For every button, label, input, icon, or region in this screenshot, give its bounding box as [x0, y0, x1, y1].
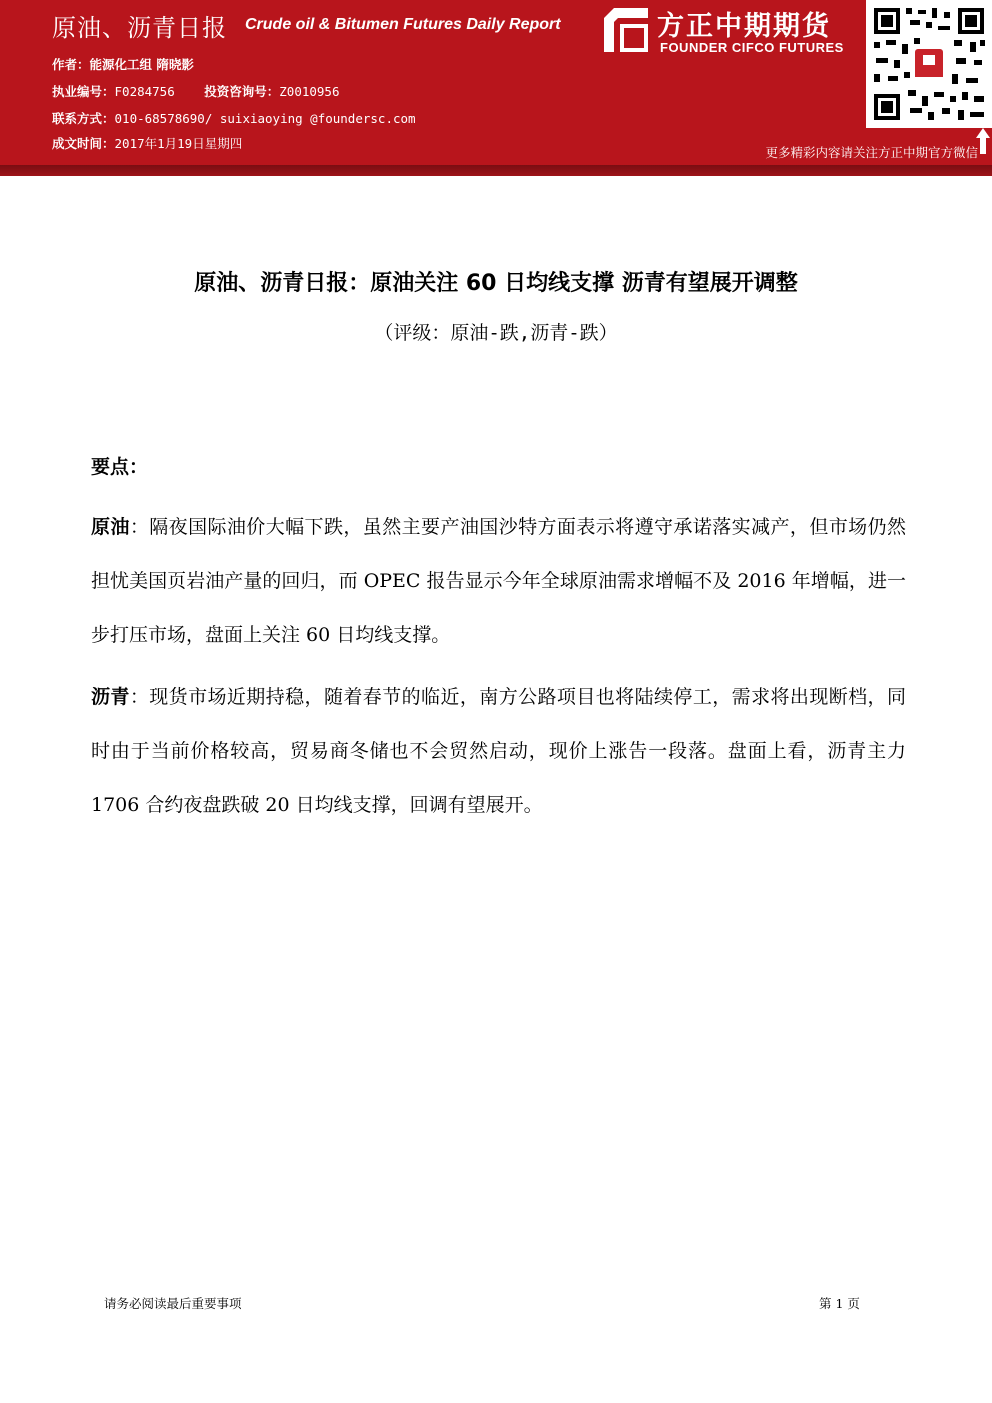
- report-title-cn: 原油、沥青日报: [52, 14, 227, 42]
- contact-value: 010-68578690/ suixiaoying @foundersc.com: [114, 111, 416, 126]
- key-points-heading: 要点：: [91, 456, 149, 478]
- date-label: 成文时间：: [52, 136, 115, 151]
- qr-code-icon: [866, 0, 992, 128]
- arrow-up-icon: [976, 128, 990, 154]
- logo-text-cn: 方正中期期货: [657, 11, 831, 42]
- license-label: 执业编号：: [52, 84, 115, 99]
- page-number: 第 1 页: [819, 1296, 860, 1311]
- document-title: 原油、沥青日报：原油关注 60 日均线支撑 沥青有望展开调整: [194, 271, 798, 296]
- crude-text: ：隔夜国际油价大幅下跌，虽然主要产油国沙特方面表示将遵守承诺落实减产，但市场仍然担忧美国页岩油产量的回归，而 OPEC 报告显示今年全球原油需求增幅不及 2016 年增幅，进一步打压市场，盘面上关注 60 日均线支撑。: [91, 516, 906, 646]
- date-line: [52, 134, 242, 152]
- logo-text-en: FOUNDER CIFCO FUTURES: [660, 40, 844, 55]
- author-line: [52, 55, 194, 73]
- report-header: [0, 0, 992, 165]
- footer-notice: 请务必阅读最后重要事项: [104, 1296, 242, 1311]
- founder-logo-icon: [604, 8, 648, 52]
- consult-value: Z0010956: [279, 84, 340, 99]
- author-value: 能源化工组 隋晓影: [89, 57, 194, 72]
- rating-line: （评级：原油-跌,沥青-跌）: [374, 322, 618, 344]
- author-label: 作者：: [52, 57, 90, 72]
- bitumen-text: ：现货市场近期持稳，随着春节的临近，南方公路项目也将陆续停工，需求将出现断档，同时由于当前价格较高，贸易商冬储也不会贸然启动，现价上涨告一段落。盘面上看，沥青主力 1706 合约夜盘跌破 20 日均线支撑，回调有望展开。: [91, 686, 906, 816]
- consult-label: 投资咨询号：: [204, 84, 280, 99]
- license-value: F0284756: [114, 84, 175, 99]
- wechat-qr-code: [866, 0, 992, 128]
- crude-lead: 原油: [91, 516, 130, 538]
- header-divider: [0, 165, 992, 176]
- bitumen-paragraph: [91, 670, 906, 832]
- bitumen-lead: 沥青: [91, 686, 130, 708]
- wechat-note: 更多精彩内容请关注方正中期官方微信: [765, 145, 978, 160]
- crude-paragraph: [91, 500, 906, 662]
- contact-line: [52, 109, 416, 127]
- contact-label: 联系方式：: [52, 111, 115, 126]
- date-value: 2017年1月19日星期四: [114, 136, 243, 151]
- report-title-en: Crude oil & Bitumen Futures Daily Report: [245, 16, 561, 33]
- license-line: [52, 82, 340, 100]
